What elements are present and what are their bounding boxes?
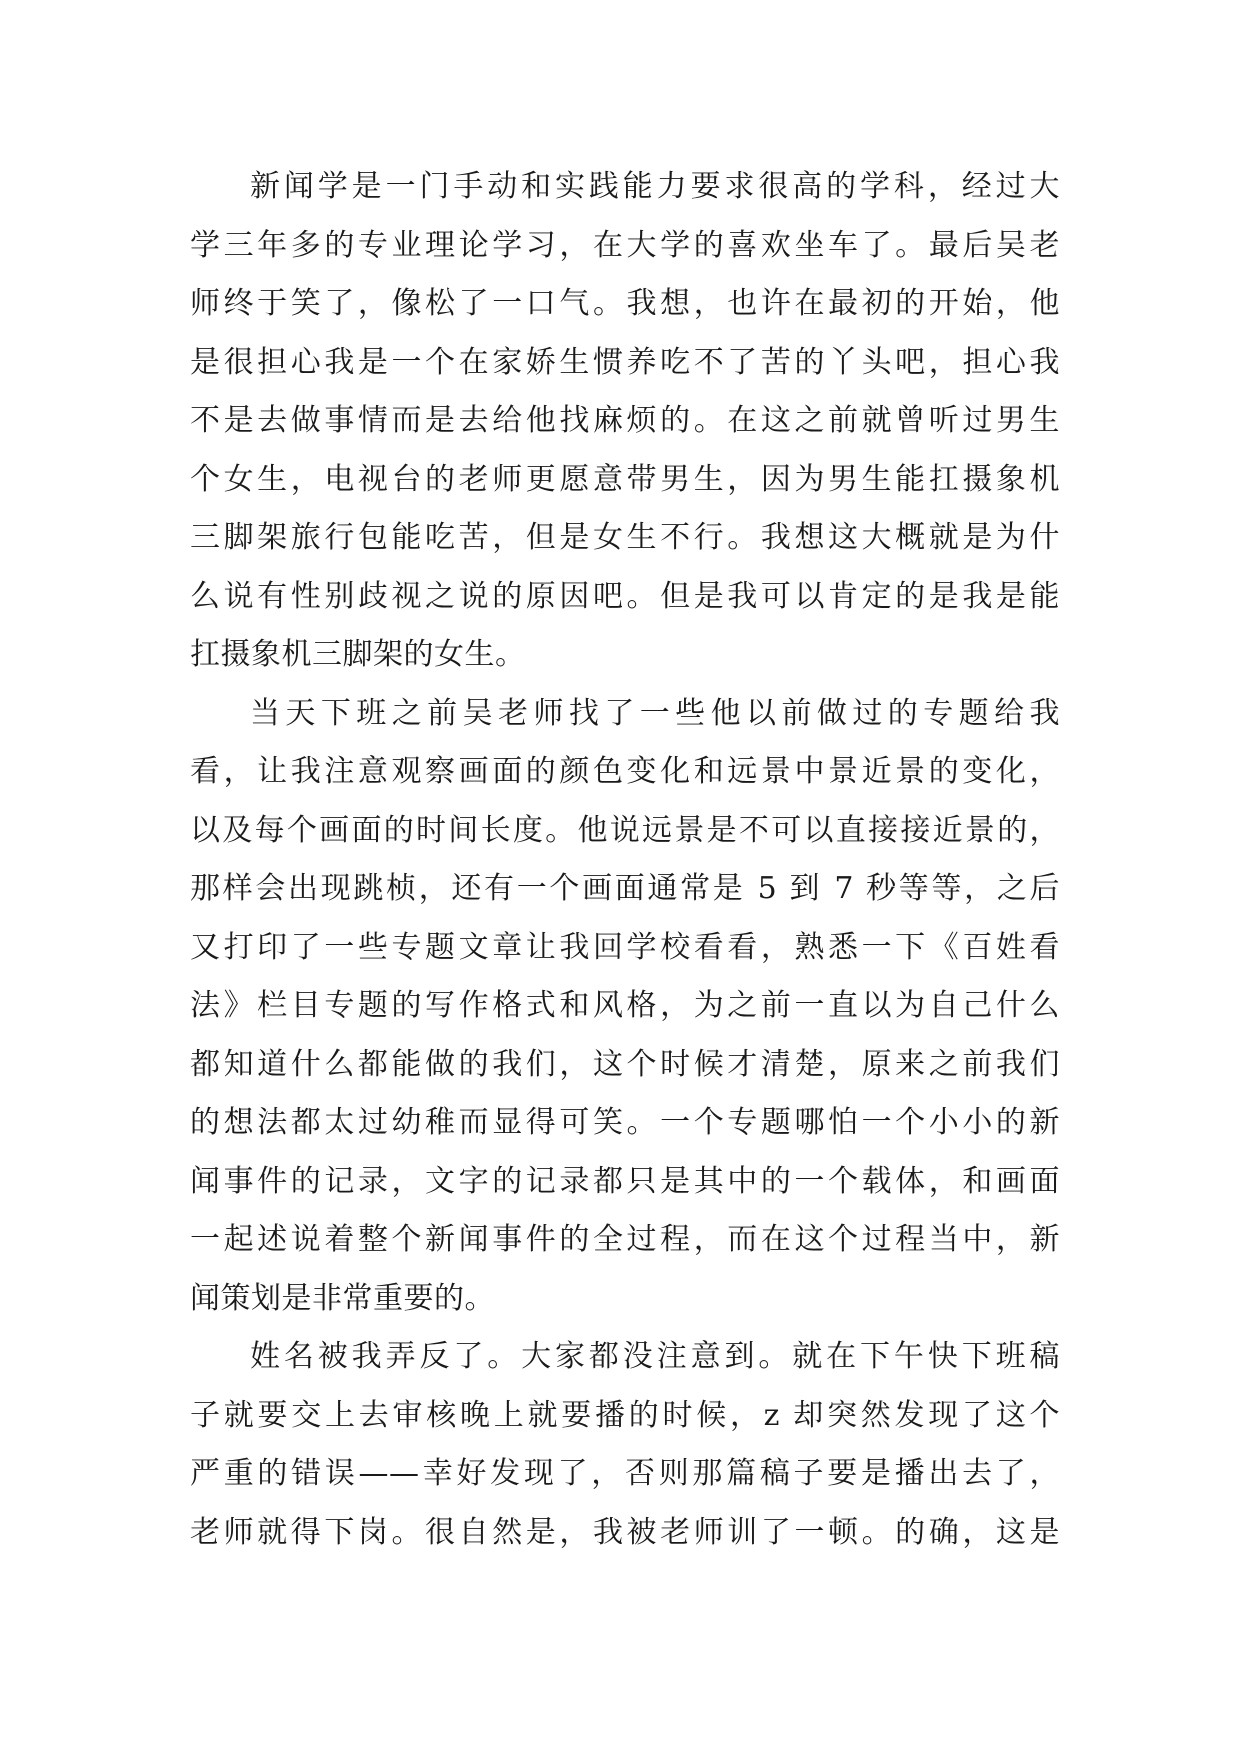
paragraph-3 (190, 1328, 1060, 1562)
document-body (190, 158, 1060, 1562)
text-line: 姓名被我弄反了。大家都没注意到。就在下午快下班稿 (250, 1339, 1060, 1374)
text-line: 看，让我注意观察画面的颜色变化和远景中景近景的变化， (190, 754, 1060, 789)
text-line: 闻策划是非常重要的。 (190, 1280, 495, 1316)
text-line: 子就要交上去审核晚上就要播的时候，z 却突然发现了这个 (190, 1397, 1060, 1433)
text-line: 师终于笑了，像松了一口气。我想，也许在最初的开始，他 (190, 286, 1060, 321)
text-line: 又打印了一些专题文章让我回学校看看，熟悉一下《百姓看 (190, 929, 1060, 965)
paragraph-2 (190, 685, 1060, 1329)
text-line: 么说有性别歧视之说的原因吧。但是我可以肯定的是我是能 (190, 578, 1060, 614)
text-line: 法》栏目专题的写作格式和风格，为之前一直以为自己什么 (190, 988, 1060, 1023)
text-line: 是很担心我是一个在家娇生惯养吃不了苦的丫头吧，担心我 (190, 344, 1060, 380)
text-line: 学三年多的专业理论学习，在大学的喜欢坐车了。最后吴老 (190, 227, 1060, 263)
text-line: 三脚架旅行包能吃苦，但是女生不行。我想这大概就是为什 (190, 520, 1060, 555)
text-line: 闻事件的记录，文字的记录都只是其中的一个载体，和画面 (190, 1163, 1060, 1199)
paragraph-1 (190, 158, 1060, 685)
text-line: 以及每个画面的时间长度。他说远景是不可以直接接近景的， (190, 812, 1060, 848)
text-line: 严重的错误——幸好发现了，否则那篇稿子要是播出去了， (190, 1456, 1060, 1491)
text-line: 不是去做事情而是去给他找麻烦的。在这之前就曾听过男生 (190, 403, 1060, 438)
text-line: 老师就得下岗。很自然是，我被老师训了一顿。的确，这是 (190, 1514, 1060, 1550)
text-line: 扛摄象机三脚架的女生。 (190, 637, 526, 672)
text-line: 新闻学是一门手动和实践能力要求很高的学科，经过大 (250, 169, 1060, 204)
text-line: 个女生，电视台的老师更愿意带男生，因为男生能扛摄象机 (190, 461, 1060, 497)
text-line: 那样会出现跳桢，还有一个画面通常是 5 到 7 秒等等，之后 (190, 871, 1060, 906)
text-line: 都知道什么都能做的我们，这个时候才清楚，原来之前我们 (190, 1046, 1060, 1082)
text-line: 当天下班之前吴老师找了一些他以前做过的专题给我 (250, 695, 1060, 731)
text-line: 的想法都太过幼稚而显得可笑。一个专题哪怕一个小小的新 (190, 1105, 1060, 1140)
text-line: 一起述说着整个新闻事件的全过程，而在这个过程当中，新 (190, 1222, 1060, 1257)
